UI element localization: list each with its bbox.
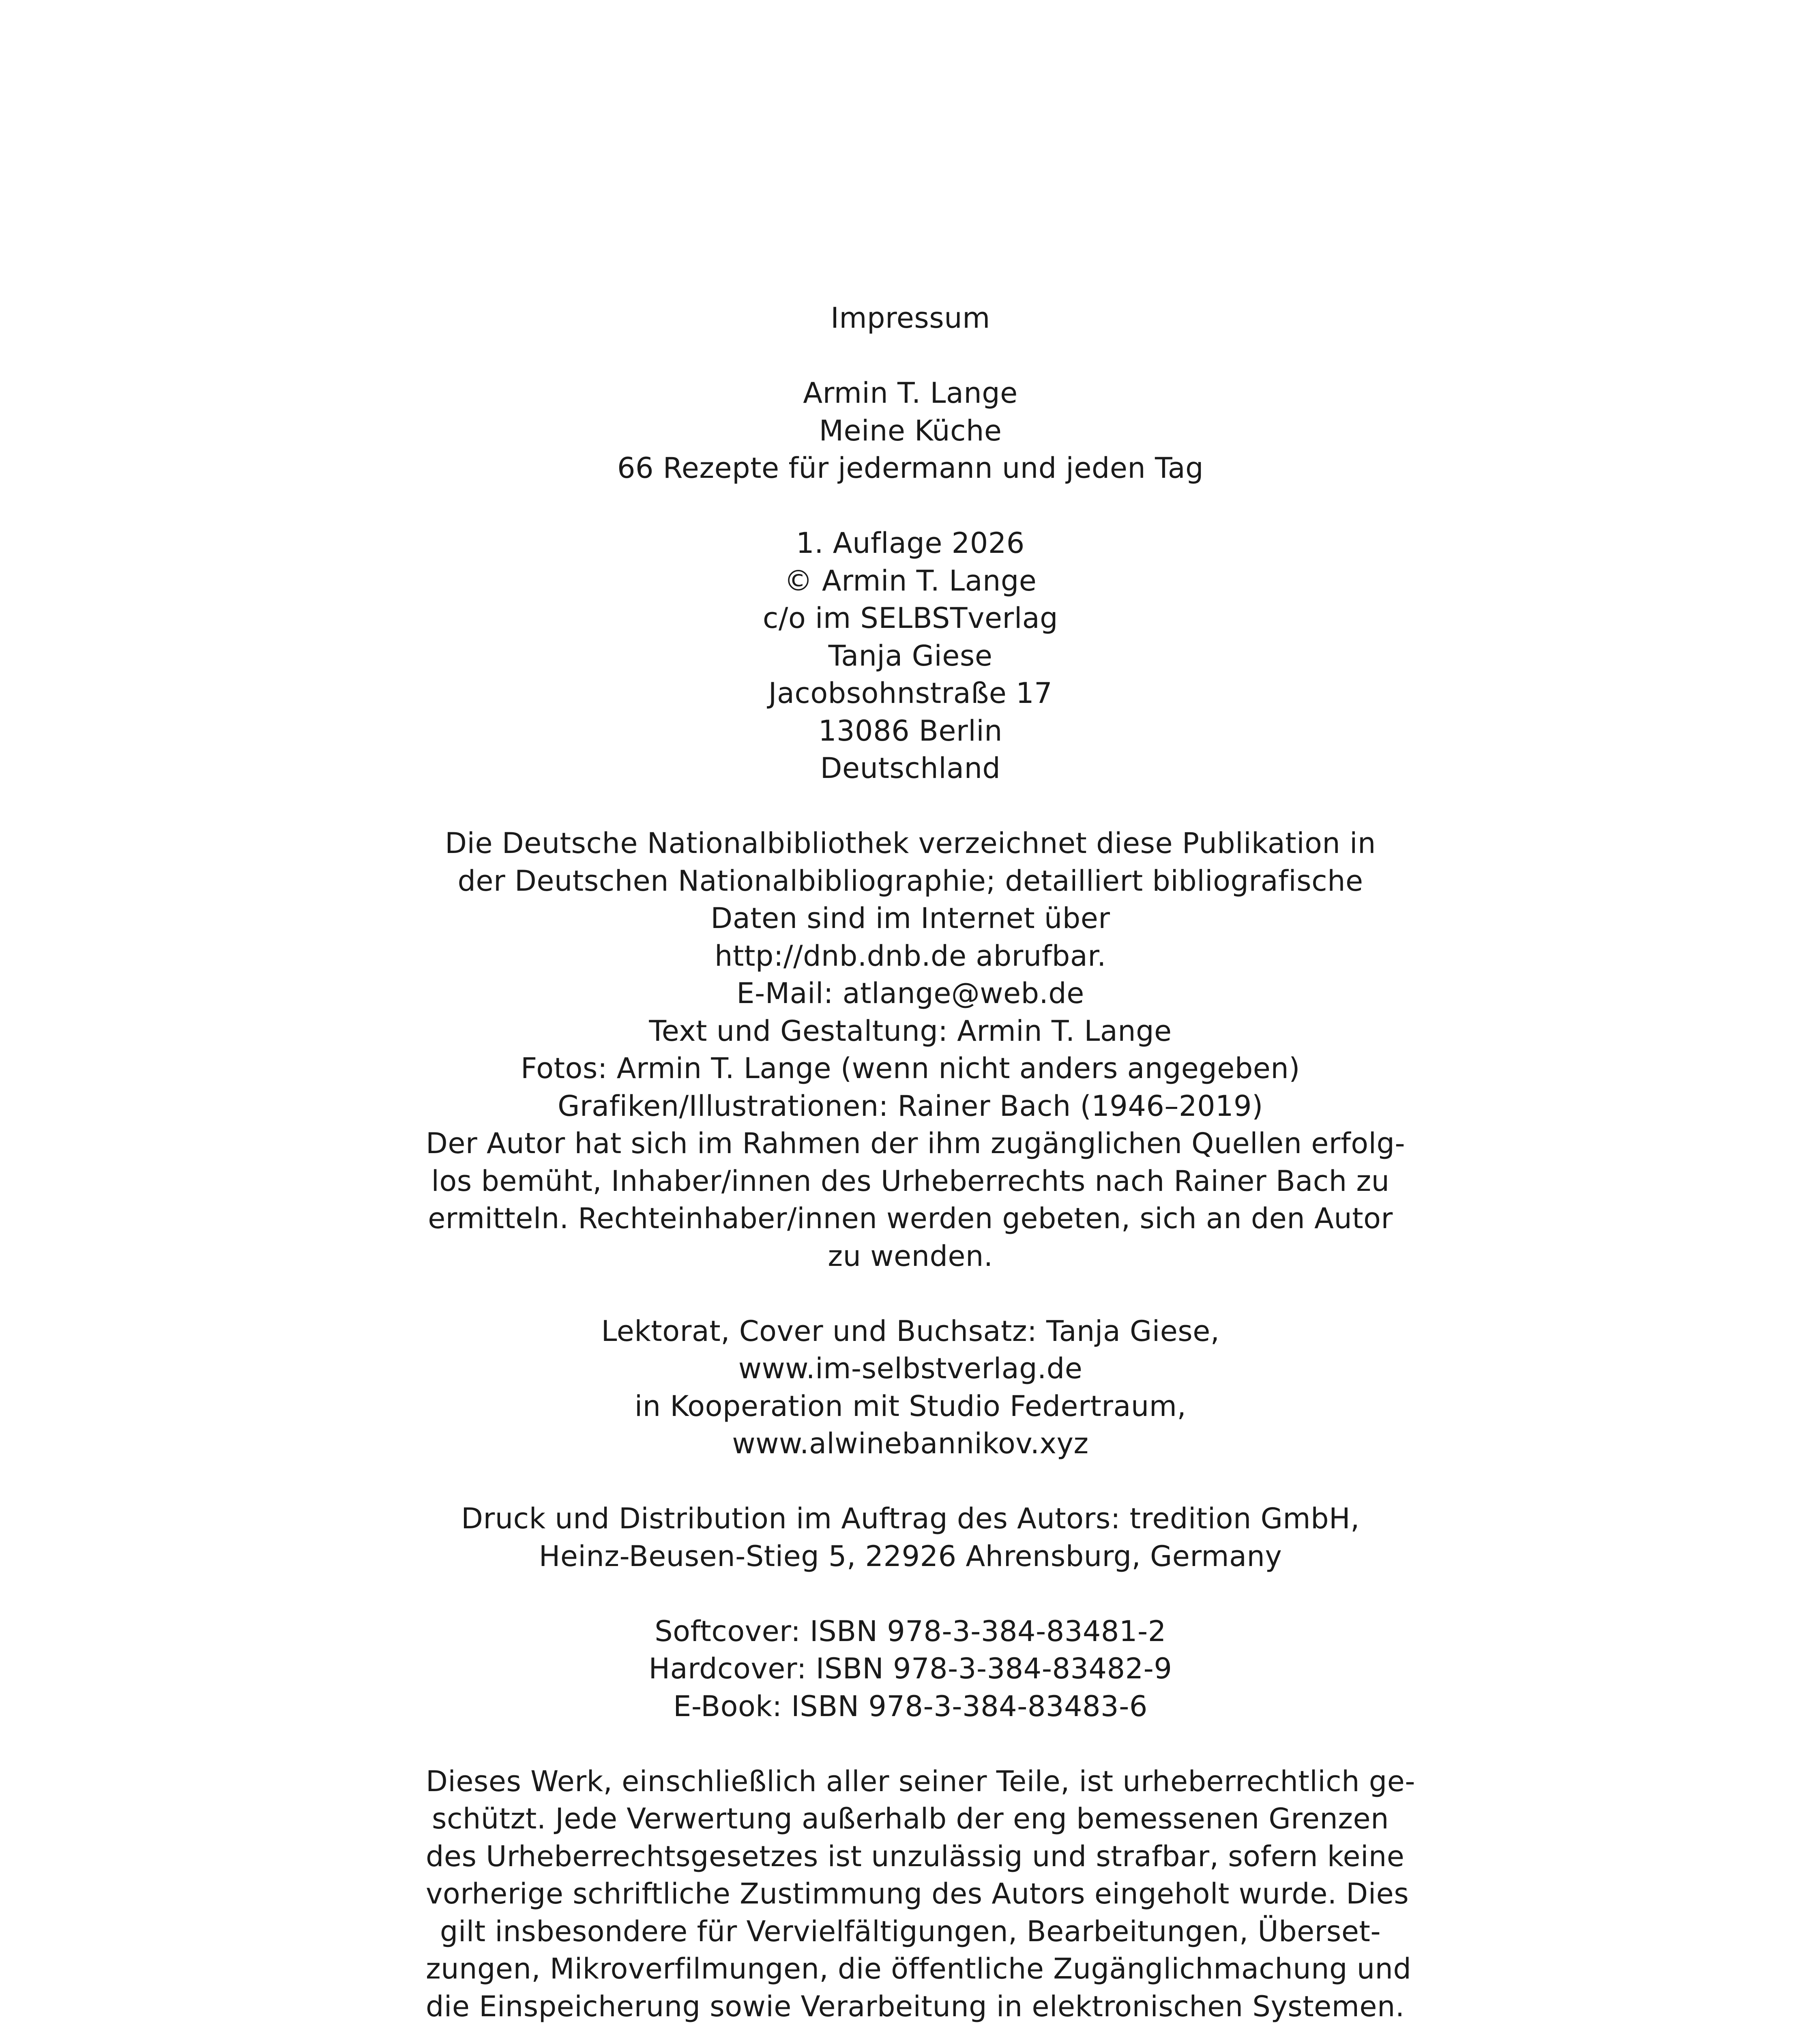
- printing-address: Heinz-Beusen-Stieg 5, 22926 Ahrensburg, Germany: [539, 1539, 1282, 1573]
- printing-line: Druck und Distribution im Auftrag des Autors: tredition GmbH,: [461, 1502, 1360, 1535]
- copyright-line: © Armin T. Lange: [784, 564, 1037, 597]
- copyright-notice-block: [426, 1763, 1416, 2026]
- rights-notice-line: zu wenden.: [828, 1239, 993, 1273]
- editing-block: [426, 1313, 1395, 1463]
- publisher-block: [426, 524, 1395, 787]
- cooperation-credit: in Kooperation mit Studio Federtraum,: [634, 1389, 1187, 1423]
- isbn-softcover: Softcover: ISBN 978-3-384-83481-2: [655, 1614, 1166, 1648]
- printing-block: [426, 1500, 1395, 1575]
- care-of-line: c/o im SELBSTverlag: [762, 602, 1058, 635]
- copyright-notice-line: gilt insbesondere für Vervielfältigungen, Bearbeitungen, Überset-: [440, 1914, 1381, 1948]
- copyright-notice-line: des Urheberrechtsgesetzes ist unzulässig und strafbar, sofern keine: [426, 1839, 1405, 1873]
- country-line: Deutschland: [820, 752, 1001, 785]
- isbn-hardcover: Hardcover: ISBN 978-3-384-83482-9: [648, 1652, 1172, 1685]
- cooperation-website: www.alwinebannikov.xyz: [732, 1427, 1089, 1460]
- copyright-notice-line: die Einspeicherung sowie Verarbeitung in elektronischen Systemen.: [426, 1989, 1405, 2023]
- editing-website: www.im-selbstverlag.de: [738, 1352, 1083, 1385]
- book-subtitle: 66 Rezepte für jedermann und jeden Tag: [617, 451, 1204, 485]
- email-line: E-Mail: atlange@web.de: [736, 977, 1084, 1010]
- book-author: Armin T. Lange: [803, 376, 1018, 410]
- rights-notice-line: Der Autor hat sich im Rahmen der ihm zugänglichen Quellen erfolg-: [426, 1127, 1406, 1160]
- isbn-block: [426, 1613, 1395, 1725]
- copyright-notice-line: vorherige schriftliche Zustimmung des Autors eingeholt wurde. Dies: [426, 1877, 1409, 1910]
- imprint-heading-block: [426, 299, 1395, 337]
- book-title: Meine Küche: [819, 414, 1002, 447]
- imprint-heading: Impressum: [831, 301, 990, 335]
- bibliography-link-line: http://dnb.dnb.de abrufbar.: [715, 939, 1106, 973]
- copyright-notice-line: Dieses Werk, einschließlich aller seiner Teile, ist urheberrechtlich ge-: [426, 1764, 1416, 1798]
- isbn-ebook: E-Book: ISBN 978-3-384-83483-6: [673, 1689, 1148, 1723]
- editing-credit: Lektorat, Cover und Buchsatz: Tanja Giese,: [601, 1314, 1220, 1348]
- bibliography-line: Die Deutsche Nationalbibliothek verzeichnet diese Publikation in: [445, 827, 1376, 860]
- book-info-block: [426, 374, 1395, 487]
- bibliography-line: Daten sind im Internet über: [710, 902, 1110, 935]
- edition-line: 1. Auflage 2026: [796, 526, 1025, 560]
- illustration-credit: Grafiken/Illustrationen: Rainer Bach (1946–2019): [558, 1089, 1263, 1123]
- city-line: 13086 Berlin: [818, 714, 1003, 748]
- rights-notice-line: los bemüht, Inhaber/innen des Urheberrechts nach Rainer Bach zu: [431, 1164, 1390, 1198]
- rights-notice-line: ermitteln. Rechteinhaber/innen werden gebeten, sich an den Autor: [428, 1202, 1393, 1235]
- contact-name-line: Tanja Giese: [828, 639, 993, 672]
- photo-credit: Fotos: Armin T. Lange (wenn nicht anders angegeben): [521, 1052, 1300, 1085]
- copyright-notice-line: zungen, Mikroverfilmungen, die öffentliche Zugänglichmachung und: [426, 1952, 1412, 1985]
- bibliography-block: [426, 825, 1406, 1275]
- bibliography-line: der Deutschen Nationalbibliographie; detailliert bibliografische: [457, 864, 1363, 898]
- copyright-notice-line: schützt. Jede Verwertung außerhalb der eng bemessenen Grenzen: [432, 1802, 1389, 1835]
- imprint-text: [426, 299, 1416, 2028]
- street-line: Jacobsohnstraße 17: [768, 677, 1053, 710]
- text-design-credit: Text und Gestaltung: Armin T. Lange: [649, 1014, 1172, 1048]
